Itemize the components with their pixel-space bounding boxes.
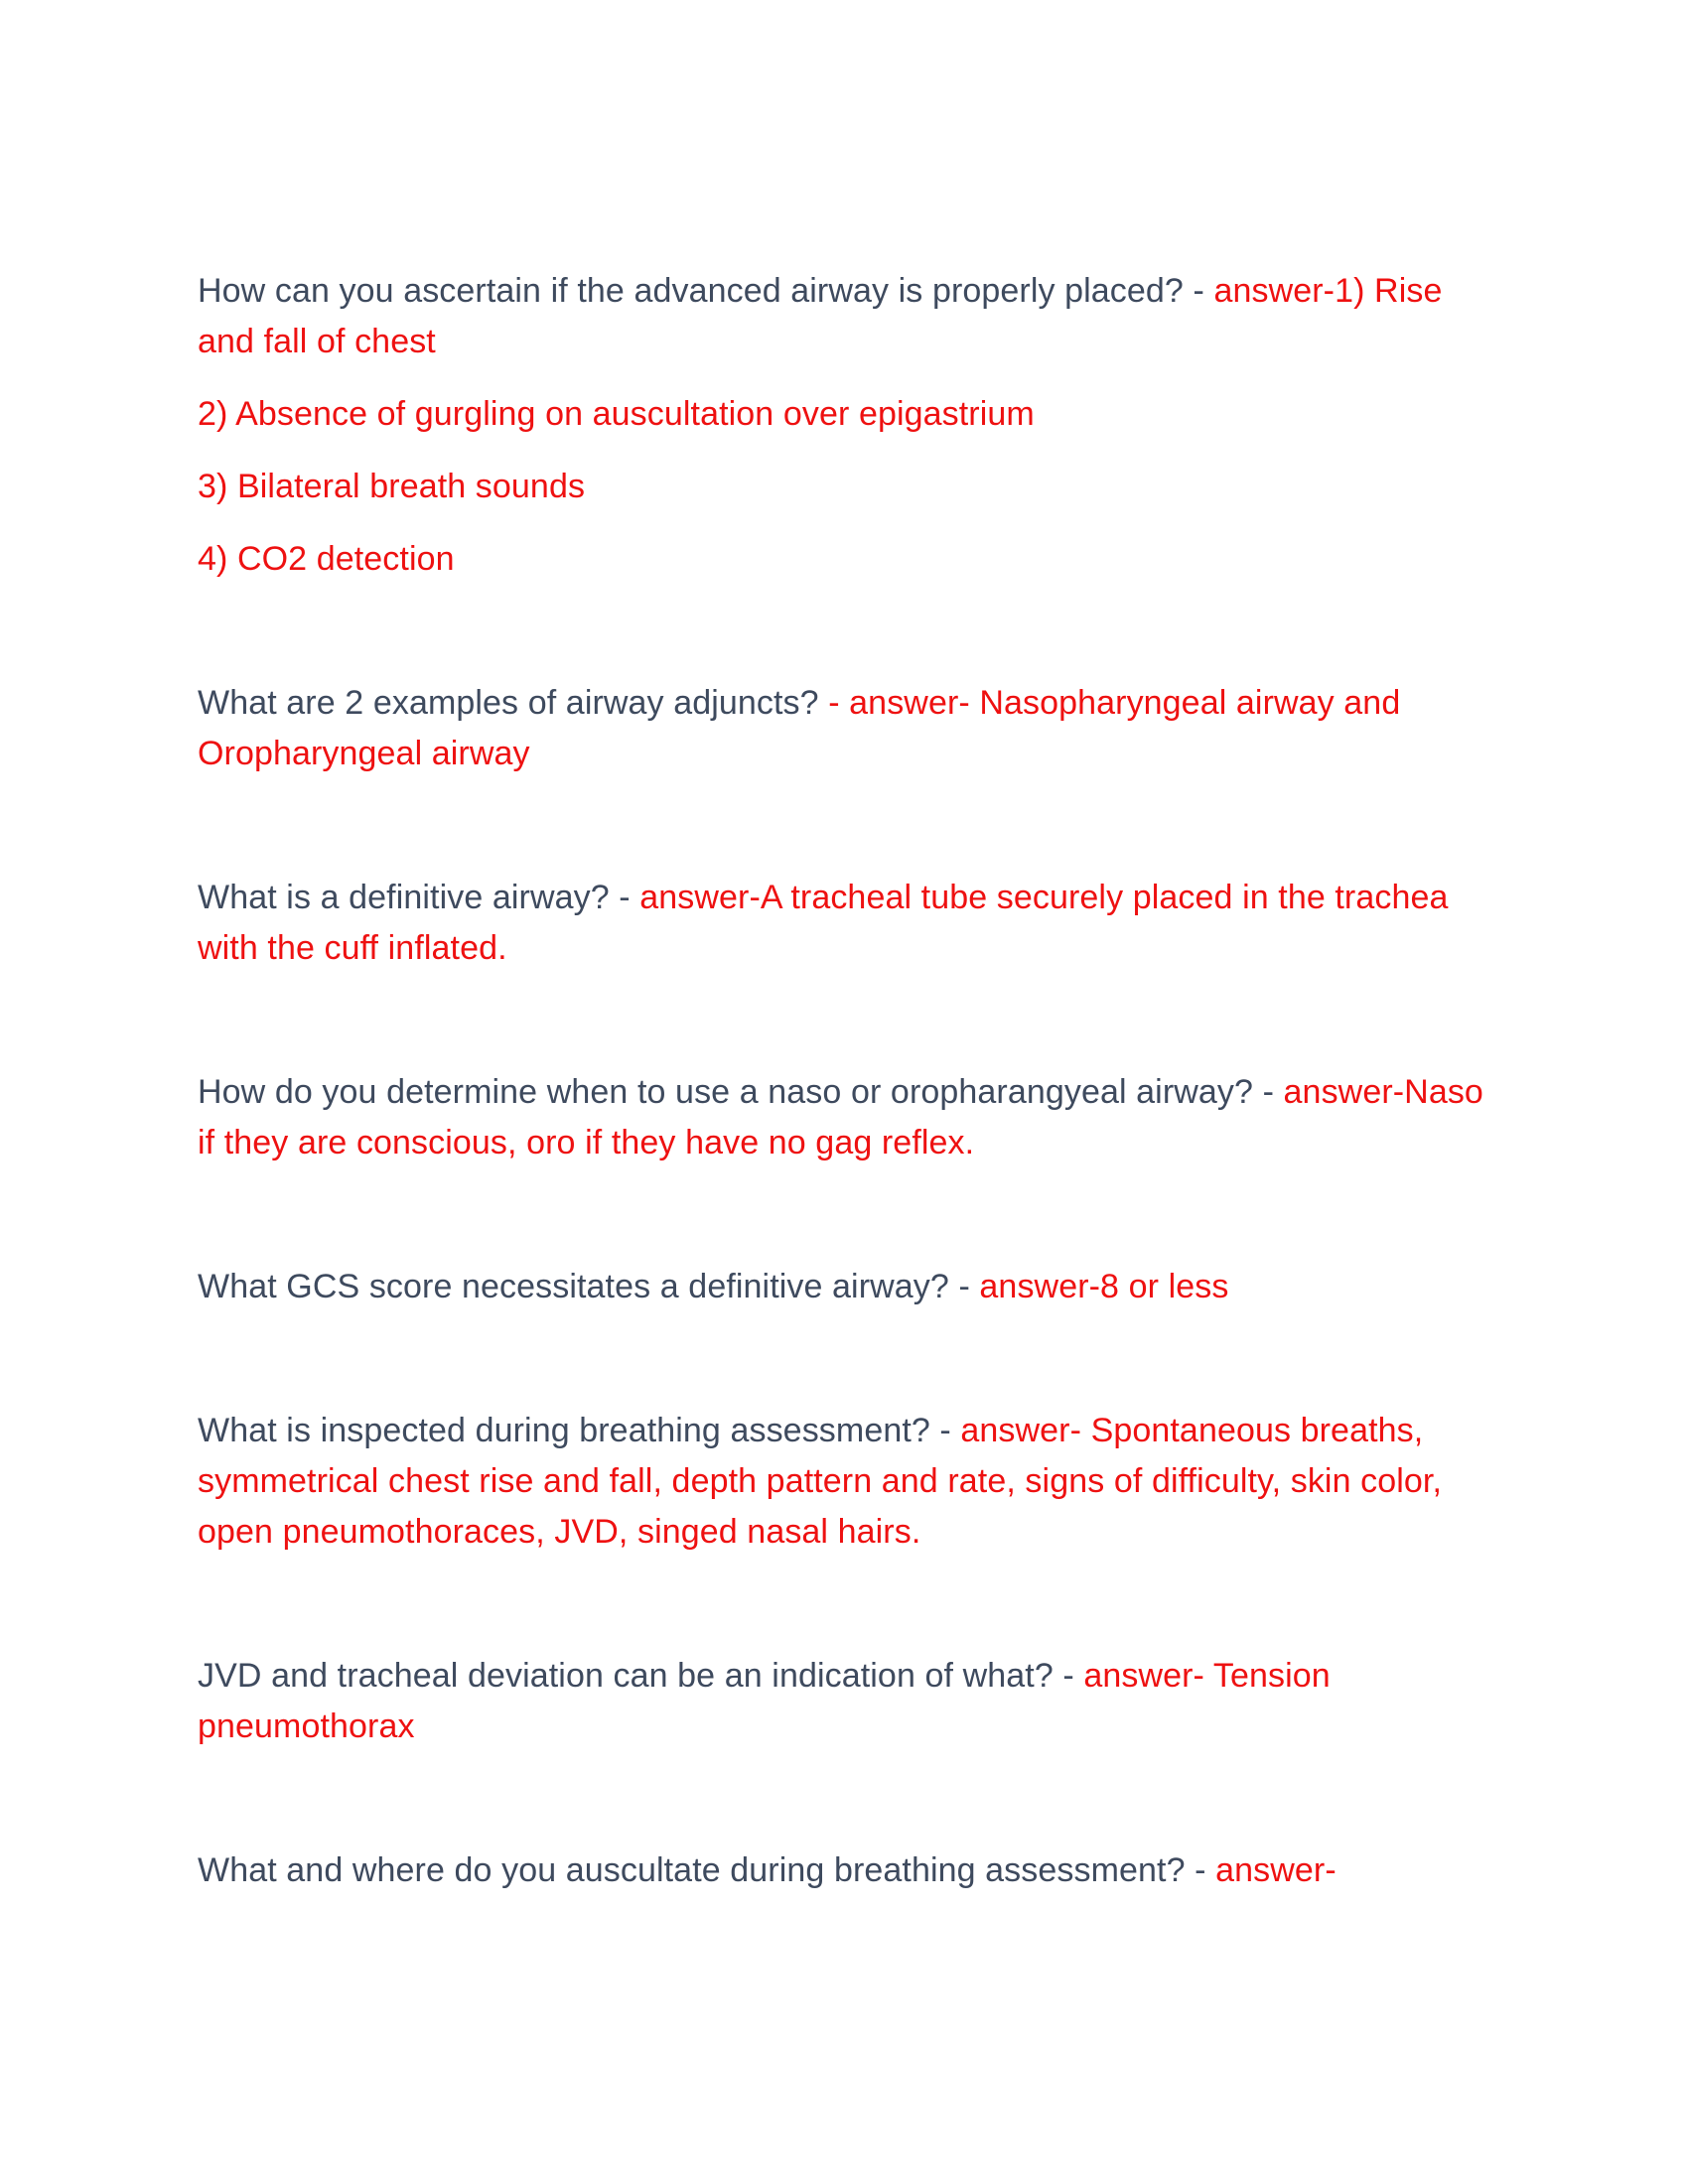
answer-line-4: 4) CO2 detection	[198, 540, 455, 578]
qa-entry-6	[198, 1406, 1488, 1558]
answer-text: answer-	[1215, 1851, 1336, 1889]
question-text: JVD and tracheal deviation can be an indication of what? -	[198, 1657, 1084, 1695]
answer-text: answer-Naso if they are conscious, oro if they have no gag reflex.	[198, 1073, 1483, 1161]
answer-text: answer- Tension pneumothorax	[198, 1657, 1331, 1745]
question-text: What is a definitive airway? -	[198, 879, 640, 916]
qa-entry-8	[198, 1845, 1488, 1896]
qa-entry-4	[198, 1067, 1488, 1168]
qa-entry-1	[198, 266, 1488, 367]
answer-text: answer-8 or less	[979, 1268, 1229, 1305]
answer-line-3: 3) Bilateral breath sounds	[198, 468, 586, 505]
qa-entry-3	[198, 873, 1488, 974]
answer-line-2: 2) Absence of gurgling on auscultation over epigastrium	[198, 395, 1035, 433]
question-text: How can you ascertain if the advanced airway is properly placed? -	[198, 272, 1214, 310]
qa-entry-7	[198, 1651, 1488, 1752]
answer-text: - answer- Nasopharyngeal airway and Oropharyngeal airway	[198, 684, 1401, 772]
answer-text: answer-A tracheal tube securely placed in the trachea with the cuff inflated.	[198, 879, 1449, 967]
answer-text: answer-1) Rise and fall of chest	[198, 272, 1443, 360]
question-text: What is inspected during breathing assessment? -	[198, 1412, 961, 1449]
qa-entry-5	[198, 1262, 1488, 1312]
answer-text: answer- Spontaneous breaths, symmetrical chest rise and fall, depth pattern and rate, signs of difficulty, skin color, open pneumothoraces, JVD, singed nasal hairs.	[198, 1412, 1443, 1551]
question-text: What and where do you auscultate during breathing assessment? -	[198, 1851, 1216, 1889]
question-text: What are 2 examples of airway adjuncts?	[198, 684, 829, 722]
qa-list	[198, 266, 1488, 1896]
question-text: What GCS score necessitates a definitive airway? -	[198, 1268, 980, 1305]
qa-entry-2	[198, 678, 1488, 779]
question-text: How do you determine when to use a naso or oropharangyeal airway? -	[198, 1073, 1284, 1111]
